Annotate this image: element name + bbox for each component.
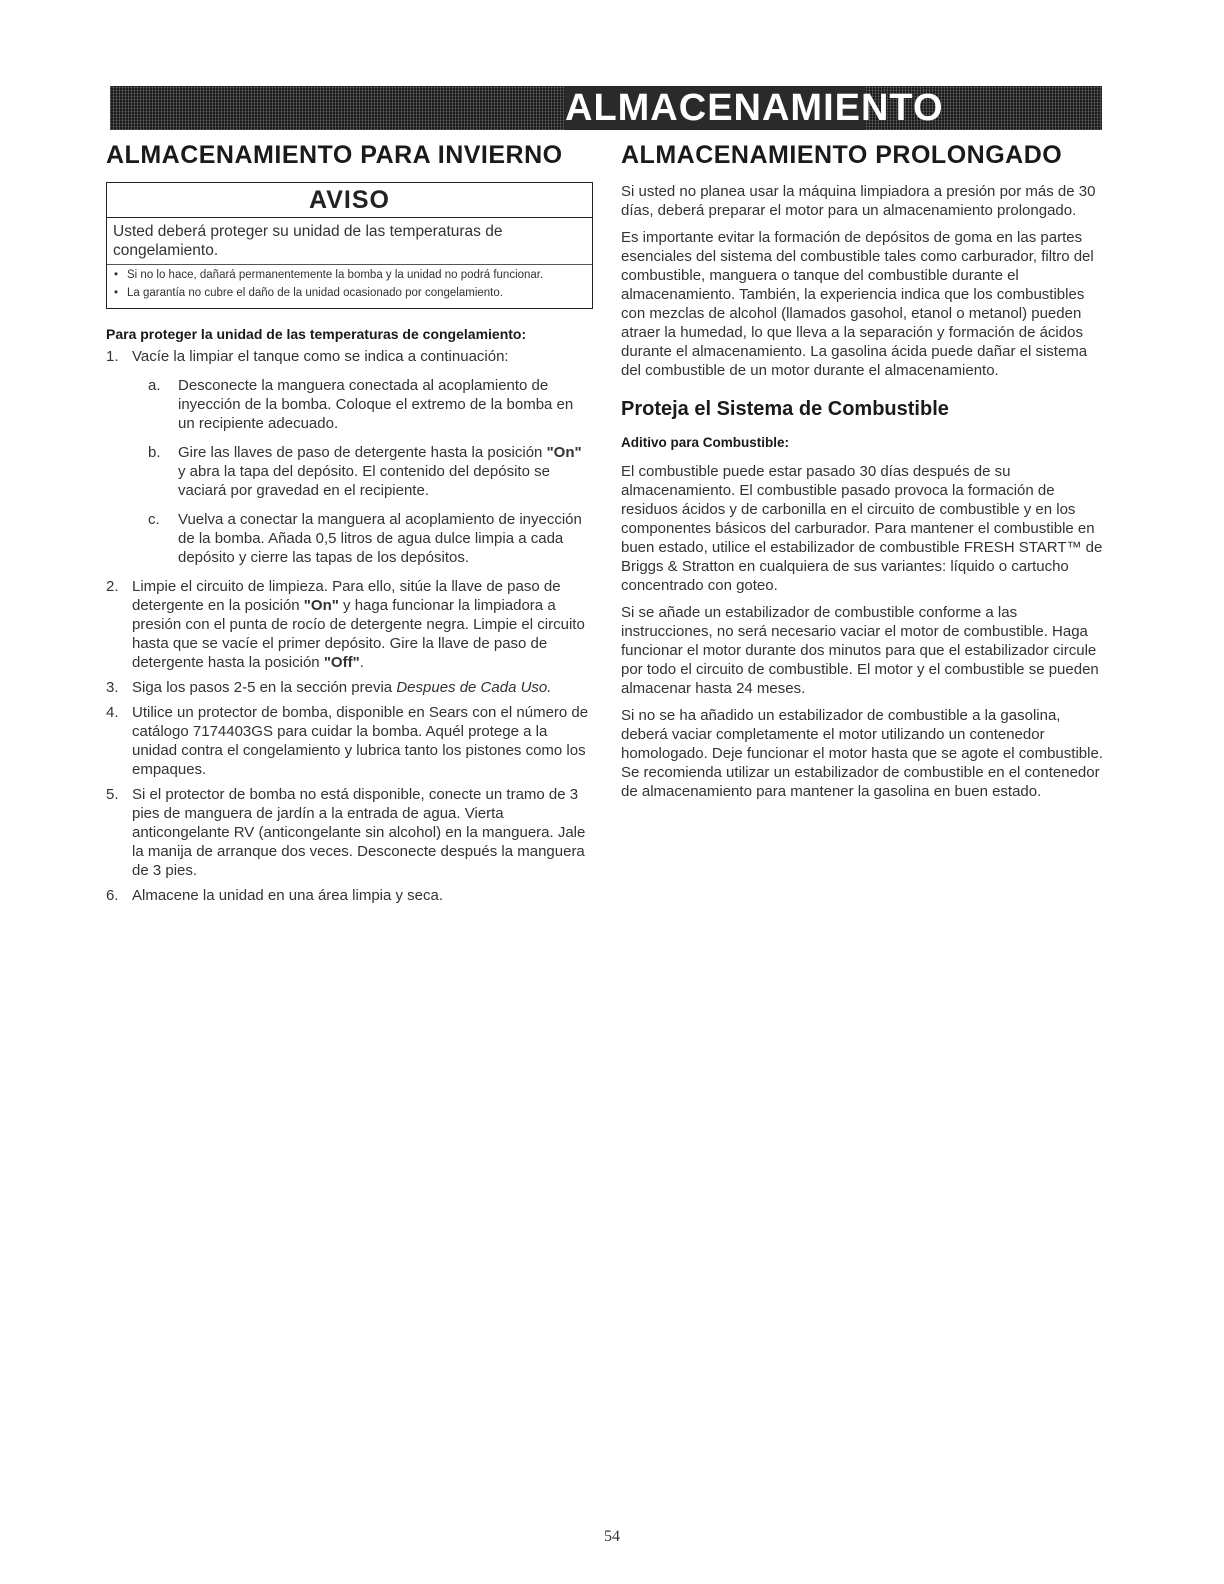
substep-text: Vuelva a conectar la manguera al acoplamiento de inyección de la bomba. Añada 0,5 litros de agua dulce limpia a cada depósito y cierre las tapas de los depósitos. bbox=[178, 511, 582, 566]
step-item bbox=[106, 678, 593, 697]
section-reference: Despues de Cada Uso. bbox=[396, 679, 552, 696]
paragraph: El combustible puede estar pasado 30 días después de su almacenamiento. El combustible pasado provoca la formación de residuos ácidos y de carbonilla en el circuito de combustible y en los componentes básicos del carburador. Para mantener el combustible en buen estado, utilice el estabilizador de combustible FRESH START™ de Briggs & Stratton en cualquiera de sus variantes: líquido o cartucho concentrado con goteo. bbox=[621, 463, 1103, 594]
notice-box bbox=[106, 182, 593, 309]
step-number: 4. bbox=[106, 704, 119, 721]
substep-letter: b. bbox=[148, 444, 161, 461]
step-text: Limpie el circuito de limpieza. Para ello, sitúe la llave de paso de detergente en la posición bbox=[132, 578, 561, 614]
step-text: Vacíe la limpiar el tanque como se indica a continuación: bbox=[132, 348, 509, 365]
notice-bullet: • La garantía no cubre el daño de la unidad ocasionado por congelamiento. bbox=[113, 286, 586, 301]
paragraph: Si se añade un estabilizador de combustible conforme a las instrucciones, no será necesario vaciar el motor de combustible. Haga funcionar el motor durante dos minutos para que el estabilizador circule por todo el circuito de combustible. El motor y el combustible se pueden almacenar hasta 24 meses. bbox=[621, 604, 1099, 697]
substep-letter: c. bbox=[148, 511, 160, 528]
keyword-off: "Off" bbox=[323, 654, 360, 671]
step-text: Siga los pasos 2-5 en la sección previa bbox=[132, 679, 397, 696]
paragraph: Si no se ha añadido un estabilizador de combustible a la gasolina, deberá vaciar completamente el motor utilizando un contenedor homologado. Deje funcionar el motor hasta que se agote el combustible. Se recomienda utilizar un estabilizador de combustible en el contenedor de almacenamiento para mantener la gasolina en buen estado. bbox=[621, 707, 1103, 800]
substeps-list bbox=[132, 376, 593, 567]
section-banner bbox=[110, 86, 1102, 130]
step-item bbox=[106, 347, 593, 567]
right-column bbox=[621, 140, 1107, 809]
winter-storage-heading: ALMACENAMIENTO PARA INVIERNO bbox=[106, 141, 563, 169]
step-number: 3. bbox=[106, 679, 119, 696]
paragraph: Si usted no planea usar la máquina limpiadora a presión por más de 30 días, deberá preparar el motor para un almacenamiento prolongado. bbox=[621, 183, 1096, 219]
step-text: Utilice un protector de bomba, disponible en Sears con el número de catálogo 7174403GS para cuidar la bomba. Aquél protege a la unidad contra el congelamiento y lubrica tanto los pistones como los empaques. bbox=[132, 704, 589, 778]
fuel-additive-heading: Aditivo para Combustible: bbox=[621, 435, 790, 450]
step-item bbox=[106, 577, 593, 672]
substep-item bbox=[132, 510, 593, 567]
fuel-system-heading: Proteja el Sistema de Combustible bbox=[621, 398, 949, 420]
substep-item bbox=[132, 443, 593, 500]
long-term-storage-heading: ALMACENAMIENTO PROLONGADO bbox=[621, 141, 1063, 169]
step-number: 1. bbox=[106, 348, 119, 365]
protect-subheading: Para proteger la unidad de las temperaturas de congelamiento: bbox=[106, 326, 527, 342]
step-item bbox=[106, 703, 593, 779]
step-number: 2. bbox=[106, 578, 119, 595]
substep-text: Gire las llaves de paso de detergente hasta la posición bbox=[178, 444, 547, 461]
step-text: y haga funcionar la limpiadora a presión con el punta de rocío de detergente negra. Limpie el circuito hasta que se vacíe el primer depósito. Gire la llave de paso de detergente hasta la posición bbox=[132, 597, 585, 671]
step-text: Almacene la unidad en una área limpia y seca. bbox=[132, 887, 444, 904]
substep-text: y abra la tapa del depósito. El contenido del depósito se vaciará por gravedad en el recipiente. bbox=[178, 463, 550, 499]
step-number: 5. bbox=[106, 786, 119, 803]
notice-title: AVISO bbox=[107, 183, 592, 218]
step-item bbox=[106, 886, 593, 905]
banner-title: ALMACENAMIENTO bbox=[565, 87, 944, 129]
paragraph: Es importante evitar la formación de depósitos de goma en las partes esenciales del sistema del combustible tales como carburador, filtro del combustible, manguera o tanque del combustible durante el almacenamiento. También, la experiencia indica que los combustibles con mezclas de alcohol (llamados gasohol, etanol o metanol) pueden atraer la humedad, lo que lleva a la separación y formación de ácidos durante el almacenamiento. La gasolina ácida puede dañar el sistema del combustible de un motor durante el almacenamiento. bbox=[621, 229, 1094, 379]
step-item bbox=[106, 785, 593, 880]
keyword-on: "On" bbox=[546, 444, 582, 461]
notice-bullets bbox=[107, 265, 592, 308]
keyword-on: "On" bbox=[303, 597, 339, 614]
substep-item bbox=[132, 376, 593, 433]
step-number: 6. bbox=[106, 887, 119, 904]
left-column bbox=[106, 140, 593, 911]
substep-letter: a. bbox=[148, 377, 161, 394]
notice-bullet: • Si no lo hace, dañará permanentemente la bomba y la unidad no podrá funcionar. bbox=[113, 268, 586, 283]
step-text: . bbox=[359, 654, 364, 671]
page-number: 54 bbox=[604, 1528, 620, 1545]
step-text: Si el protector de bomba no está disponible, conecte un tramo de 3 pies de manguera de jardín a la entrada de agua. Vierta anticongelante RV (anticongelante sin alcohol) en la manguera. Jale la manija de arranque dos veces. Desconecte después la manguera de 3 pies. bbox=[132, 786, 586, 879]
substep-text: Desconecte la manguera conectada al acoplamiento de inyección de la bomba. Coloque el extremo de la bomba en un recipiente adecuado. bbox=[178, 377, 574, 432]
winter-steps-list bbox=[106, 347, 593, 905]
notice-text: Usted deberá proteger su unidad de las temperaturas de congelamiento. bbox=[107, 218, 592, 265]
